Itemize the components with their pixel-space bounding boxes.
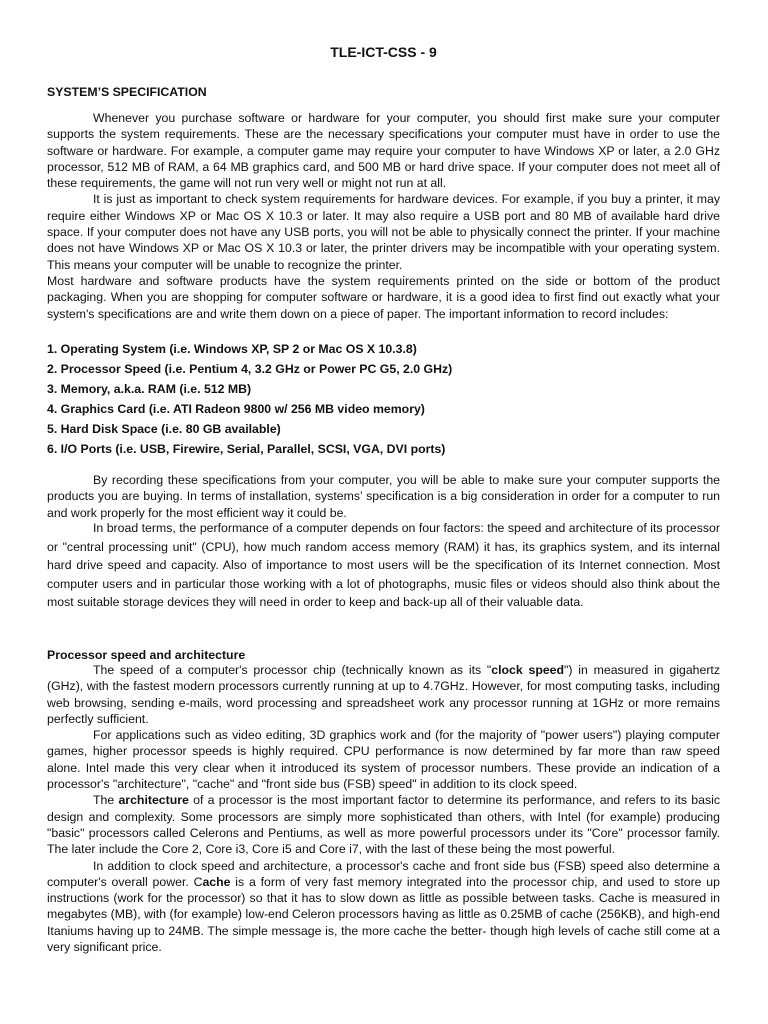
section-heading: SYSTEM’S SPECIFICATION	[47, 85, 207, 99]
paragraph-architecture	[47, 792, 720, 857]
paragraph-recording: By recording these specifications from your computer, you will be able to make sure your computer supports the products you are buying. In terms of installation, systems’ specification is a big consideration in order for a computer to run and work properly for the most efficient way it could be.	[47, 473, 720, 520]
list-item: 6. I/O Ports (i.e. USB, Firewire, Serial, Parallel, SCSI, VGA, DVI ports)	[47, 442, 446, 457]
cache-term: ache	[202, 874, 231, 889]
spec-list	[47, 339, 720, 460]
list-item: 4. Graphics Card (i.e. ATI Radeon 9800 w/ 256 MB video memory)	[47, 402, 425, 417]
processor-block	[47, 662, 720, 955]
paragraph-hardware-requirements: It is just as important to check system requirements for hardware devices. For example, if you buy a printer, it may require either Windows XP or Mac OS X 10.3 or later. It may also require a USB port and 80 MB of available hard drive space. If your computer does not have any USB ports, you will not be able to physically connect the printer. If your machine does not have Windows XP or Mac OS X 10.3 or later, the printer drivers may be incompatible with your operating system. This means your computer will be unable to recognize the printer.	[47, 192, 720, 272]
clock-speed-text-after: ") in measured in gigahertz (GHz), with the fastest modern processors currently running at up to 4.7GHz. However, for most computing tasks, including web browsing, sending e-mails, word processing and spreadsheet work any processor running at 1GHz or more remains perfectly sufficient.	[47, 663, 720, 726]
paragraph-record-specs: Most hardware and software products have the system requirements printed on the side or bottom of the product packaging. When you are shopping for computer software or hardware, it is a good idea to first find out exactly what your system's specifications are and write them down on a piece of paper. The important information to record includes:	[47, 273, 720, 321]
paragraph-cache	[47, 858, 720, 956]
paragraph-broad-terms: In broad terms, the performance of a computer depends on four factors: the speed and architecture of its processor or "central processing unit" (CPU), how much random access memory (RAM) it has, its graphics system, and its internal hard drive speed and capacity. Also of importance to most users will be the specification of its Internet connection. Most computer users and in particular those working with a lot of photographs, music files or videos should also think about the most suitable storage devices they will need in order to keep and back-up all of their valuable data.	[47, 521, 720, 610]
architecture-term: architecture	[118, 793, 189, 808]
clock-speed-term: clock speed	[491, 663, 565, 677]
paragraph-applications: For applications such as video editing, 3D graphics work and (for the majority of "power users") playing computer games, higher processor speeds is highly required. CPU performance is now determined by far more than raw speed alone. Intel made this very clear when it introduced its system of processor numbers. These provide an indication of a processor's "architecture", "cache" and "front side bus (FSB) speed" in addition to its clock speed.	[47, 728, 720, 792]
paragraph-purchase: Whenever you purchase software or hardware for your computer, you should first make sure your computer supports the system requirements. These are the necessary specifications your computer must have in order to use the software or hardware. For example, a computer game may require your computer to have Windows XP or later, a 2.0 GHz processor, 512 MB of RAM, a 64 MB graphics card, and 500 MB or hard drive space. If your computer does not meet all of these requirements, the game will not run very well or might not run at all.	[47, 111, 720, 191]
clock-speed-text-before: The speed of a computer's processor chip (technically known as its "	[93, 663, 492, 677]
list-item: 2. Processor Speed (i.e. Pentium 4, 3.2 GHz or Power PC G5, 2.0 GHz)	[47, 362, 453, 377]
list-item: 1. Operating System (i.e. Windows XP, SP 2 or Mac OS X 10.3.8)	[47, 342, 417, 356]
architecture-text-after: of a processor is the most important factor to determine its performance, and refers to its basic design and complexity. Some processors are simply more sophisticated than others, with Intel (for example) producing "basic" processors called Celerons and Pentiums, as well as more powerful processors under its "Core" processor family. The later include the Core 2, Core i3, Core i5 and Core i7, with the last of these being the most powerful.	[47, 793, 720, 857]
document-title: TLE-ICT-CSS - 9	[330, 44, 437, 60]
architecture-text-before: The	[93, 793, 119, 808]
intro-block	[47, 110, 720, 322]
paragraph-clock-speed	[47, 662, 720, 727]
cache-text-after: is a form of very fast memory integrated into the processor chip, and used to store up instructions (work for the processor) so that it has to slow down as little as possible between tasks. Cache is measured in megabytes (MB), with (for example) low-end Celeron processors having as little as 0.25MB of cache (256KB), and high-end Itaniums having up to 24MB. The simple message is, the more cache the better- though high levels of cache still come at a very significant price.	[47, 874, 720, 955]
broad-terms-block	[47, 519, 720, 612]
cache-text-before: In addition to clock speed and architecture, a processor's cache and front side bus (FSB) speed also determine a computer's overall power. C	[47, 858, 720, 889]
recording-block	[47, 472, 720, 521]
list-item: 3. Memory, a.k.a. RAM (i.e. 512 MB)	[47, 382, 252, 397]
list-item: 5. Hard Disk Space (i.e. 80 GB available)	[47, 422, 281, 437]
subheading-processor: Processor speed and architecture	[47, 648, 246, 662]
